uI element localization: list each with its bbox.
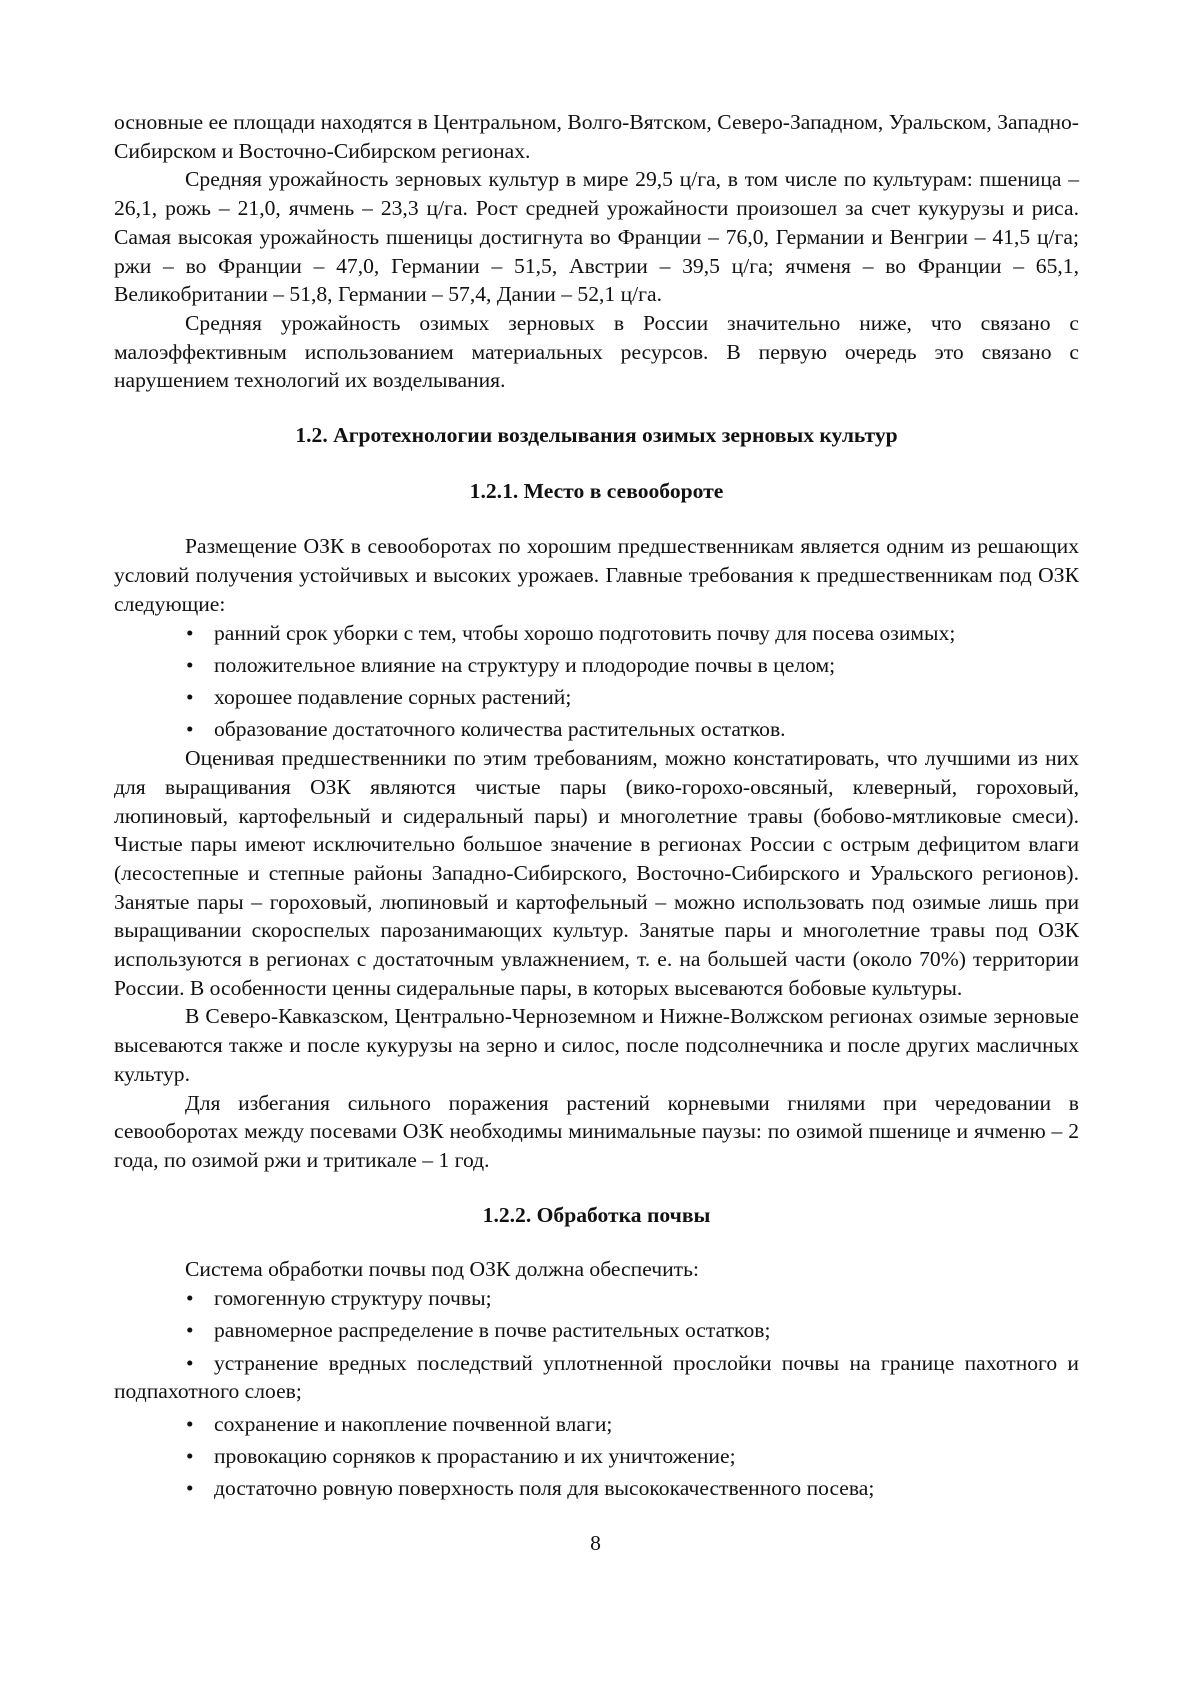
list-item: • ранний срок уборки с тем, чтобы хорошо подготовить почву для посева озимых; [114,619,1079,648]
section-title-1-2-1: 1.2.1. Место в севообороте [469,478,724,503]
list-item: • устранение вредных последствий уплотненной прослойки почвы на границе пахотного и подпахотного слоев; [114,1350,1079,1404]
bullet-icon: • [186,1318,194,1343]
list-item: • хорошее подавление сорных растений; [114,683,1079,712]
section-1-2-1-paragraph-4: Для избегания сильного поражения растений корневыми гнилями при чередовании в севооборотах между посевами ОЗК необходимы минимальные паузы: по озимой пшенице и ячменю – 2 года, по озимой ржи и тритикале – 1 год. [114,1090,1079,1172]
bullet-icon: • [186,1476,194,1501]
intro-paragraph-2: Средняя урожайность зерновых культур в мире 29,5 ц/га, в том числе по культурам: пшеница – 26,1, рожь – 21,0, ячмень – 23,3 ц/га. Рост средней урожайности произошел за счет кукурузы и риса. Самая высокая урожайность пшеницы достигнута во Франции – 76,0, Германии и Венгрии – 41,5 ц/га; ржи – во Франции – 47,0, Германии – 51,5, Австрии – 39,5 ц/га; ячменя – во Франции – 65,1, Великобритании – 51,8, Германии – 57,4, Дании – 52,1 ц/га. [114,167,1079,307]
section-title-1-2: 1.2. Агротехнологии возделывания озимых зерновых культур [295,423,898,448]
list-item: • сохранение и накопление почвенной влаги; [114,1410,1079,1439]
bullet-icon: • [186,652,194,677]
list-item: • положительное влияние на структуру и плодородие почвы в целом; [114,651,1079,680]
list-item: • равномерное распределение в почве растительных остатков; [114,1316,1079,1345]
page-number: 8 [590,1531,601,1555]
page-content [114,108,1079,1507]
intro-paragraph-1: основные ее площади находятся в Центральном, Волго-Вятском, Северо-Западном, Уральском, Западно-Сибирском и Восточно-Сибирском регионах. [114,110,1079,163]
section-1-2-1-paragraph-3: В Северо-Кавказском, Центрально-Черноземном и Нижне-Волжском регионах озимые зерновые высеваются также и после кукурузы на зерно и силос, после подсолнечника и после других масличных культур. [114,1004,1079,1086]
section-1-2-2-paragraph-1: Система обработки почвы под ОЗК должна обеспечить: [185,1257,699,1282]
list-item: • достаточно ровную поверхность поля для высококачественного посева; [114,1474,1079,1503]
bullet-icon: • [186,1411,194,1436]
bullet-icon: • [186,717,194,742]
list-item: • образование достаточного количества растительных остатков. [114,715,1079,744]
bullet-icon: • [186,685,194,710]
intro-paragraph-3: Средняя урожайность озимых зерновых в России значительно ниже, что связано с малоэффективным использованием материальных ресурсов. В первую очередь это связано с нарушением технологий их возделывания. [114,310,1079,393]
predecessor-requirements-list [114,619,1079,745]
section-1-2-1-paragraph-2: Оценивая предшественники по этим требованиям, можно констатировать, что лучшими из них для выращивания ОЗК являются чистые пары (вико-горохо-овсяный, клеверный, гороховый, люпиновый, картофельный и сидеральный пары) и многолетние травы (бобово-мятликовые смеси). Чистые пары имеют исключительно большое значение в регионах России с острым дефицитом влаги (лесостепные и степные районы Западно-Сибирского, Восточно-Сибирского и Уральского регионов). Занятые пары – гороховый, люпиновый и картофельный – можно использовать под озимые лишь при выращивании скороспелых парозанимающих культур. Занятые пары и многолетние травы под ОЗК используются в регионах с достаточным увлажнением, т. е. на большей части (около 70%) территории России. В особенности ценны сидеральные пары, в которых высеваются бобовые культуры. [114,746,1079,1000]
bullet-icon: • [186,1350,194,1375]
list-item: • гомогенную структуру почвы; [114,1284,1079,1313]
section-1-2-1-paragraph-1: Размещение ОЗК в севооборотах по хорошим предшественникам является одним из решающих условий получения устойчивых и высоких урожаев. Главные требования к предшественникам под ОЗК следующие: [114,534,1079,616]
soil-tillage-goals-list [114,1284,1079,1503]
bullet-icon: • [186,620,194,645]
bullet-icon: • [186,1286,194,1311]
list-item: • провокацию сорняков к прорастанию и их уничтожение; [114,1442,1079,1471]
section-title-1-2-2: 1.2.2. Обработка почвы [482,1202,711,1227]
bullet-icon: • [186,1443,194,1468]
